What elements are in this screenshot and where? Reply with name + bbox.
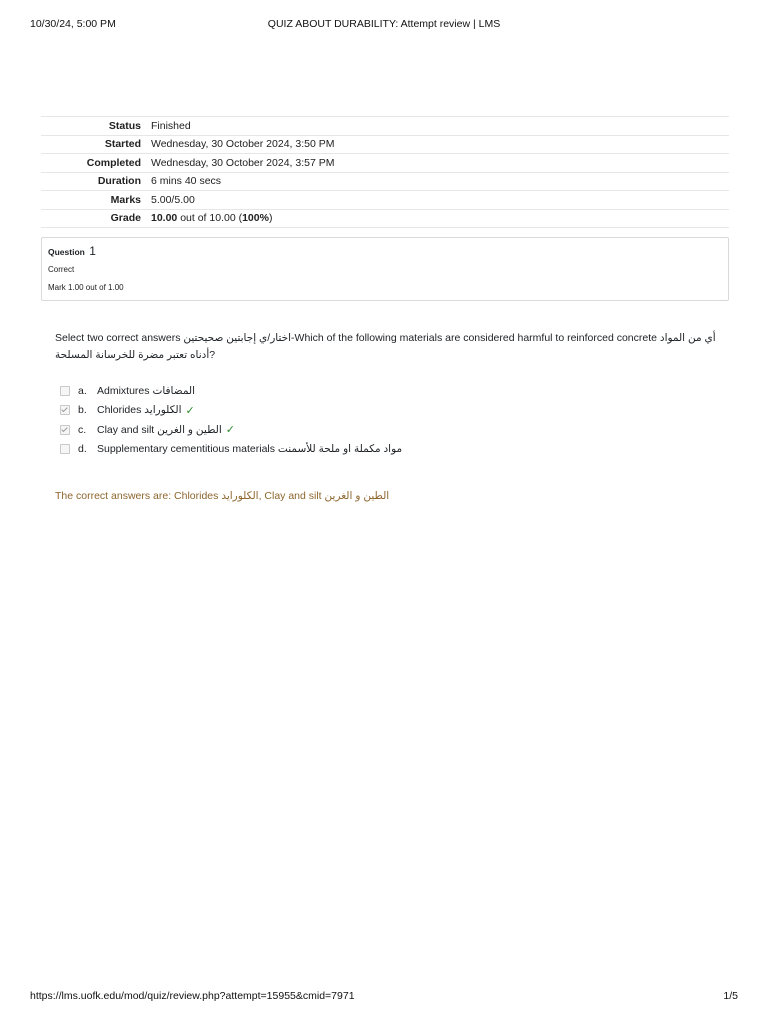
grade-percent: 100% xyxy=(242,212,269,225)
grade-score: 10.00 xyxy=(151,212,178,225)
grade-close-paren: ) xyxy=(268,212,273,225)
summary-value: 5.00/5.00 xyxy=(146,191,729,210)
summary-label: Started xyxy=(41,135,146,154)
summary-value: 6 mins 40 secs xyxy=(146,172,729,191)
answer-checkbox-checked[interactable] xyxy=(60,425,70,435)
answer-letter: a. xyxy=(78,384,87,397)
question-info-box xyxy=(41,237,729,301)
answer-letter: d. xyxy=(78,443,87,456)
correct-check-icon: ✓ xyxy=(185,404,195,417)
print-page-title: QUIZ ABOUT DURABILITY: Attempt review | LMS xyxy=(267,18,501,30)
answer-letter: c. xyxy=(78,423,87,436)
answer-letter: b. xyxy=(78,404,87,417)
question-grade: Mark 1.00 out of 1.00 xyxy=(48,283,124,292)
answer-checkbox[interactable] xyxy=(60,386,70,396)
answer-text: Admixtures المضافات xyxy=(97,384,196,397)
summary-row-started xyxy=(41,135,729,154)
summary-row-status xyxy=(41,117,729,136)
summary-label: Status xyxy=(41,117,146,136)
answer-text: Clay and silt الطين و الغرين xyxy=(97,423,222,436)
print-page-number: 1/5 xyxy=(723,990,738,1002)
summary-row-marks xyxy=(41,191,729,210)
answer-option-b[interactable] xyxy=(60,401,402,421)
question-label: Question xyxy=(48,247,85,257)
answer-option-d[interactable] xyxy=(60,440,402,460)
summary-row-completed xyxy=(41,154,729,173)
summary-label: Duration xyxy=(41,172,146,191)
correct-check-icon: ✓ xyxy=(225,424,236,437)
summary-label: Completed xyxy=(41,154,146,173)
summary-value: Wednesday, 30 October 2024, 3:57 PM xyxy=(146,154,729,173)
print-footer xyxy=(30,990,738,1006)
attempt-summary-table xyxy=(41,116,729,228)
summary-value: Finished xyxy=(146,117,729,136)
print-url: https://lms.uofk.edu/mod/quiz/review.php?attempt=15955&cmid=7971 xyxy=(30,990,355,1002)
answer-option-c[interactable] xyxy=(60,420,402,440)
correct-answers-feedback: The correct answers are: Chlorides الكلورايد, Clay and silt الطين و الغرين xyxy=(55,490,390,502)
answer-checkbox-checked[interactable] xyxy=(60,405,70,415)
summary-row-duration xyxy=(41,172,729,191)
answer-text: Chlorides الكلورايد xyxy=(97,404,182,417)
question-number xyxy=(48,244,96,258)
question-state: Correct xyxy=(48,265,75,274)
answer-list xyxy=(60,381,402,459)
answer-checkbox[interactable] xyxy=(60,444,70,454)
print-datetime: 10/30/24, 5:00 PM xyxy=(30,18,116,30)
summary-label: Grade xyxy=(41,209,146,228)
question-number-value: 1 xyxy=(89,244,96,258)
summary-row-grade xyxy=(41,209,729,228)
answer-text: Supplementary cementitious materials مواد مكملة او ملحة للأسمنت xyxy=(97,443,403,456)
grade-out-of: out of 10.00 ( xyxy=(177,212,243,225)
summary-value: Wednesday, 30 October 2024, 3:50 PM xyxy=(146,135,729,154)
question-text: Select two correct answers اختار/ي إجابتين صحيحتين-Which of the following materials are considered harmful to reinforced concrete أي من المواد أدناه تعتبر مضرة للخرسانة المسلحة? xyxy=(55,332,716,361)
summary-value xyxy=(146,209,729,228)
print-header xyxy=(30,18,738,34)
summary-label: Marks xyxy=(41,191,146,210)
answer-option-a[interactable] xyxy=(60,381,402,401)
